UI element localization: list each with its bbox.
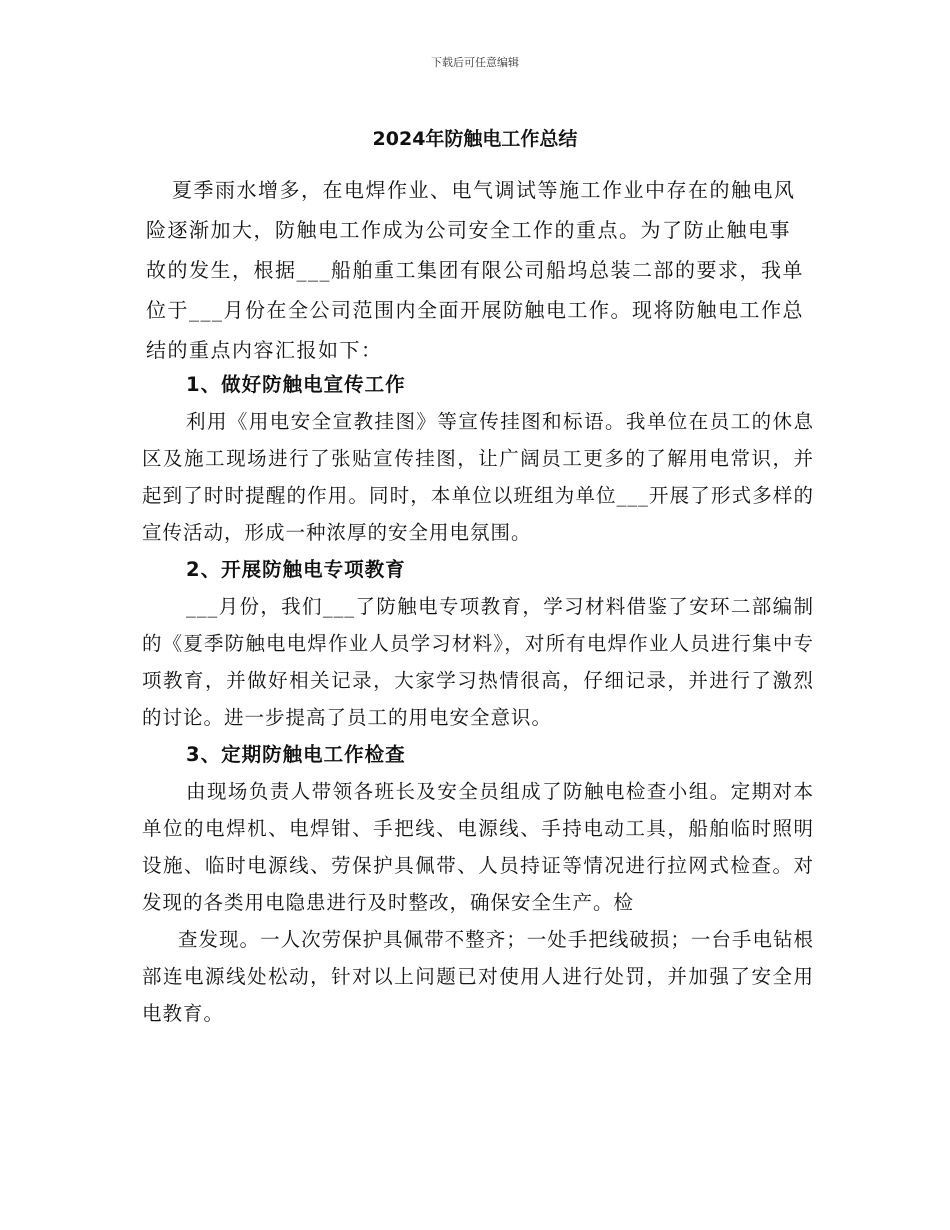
document-body xyxy=(142,366,814,1032)
section-paragraph: ___月份，我们___了防触电专项教育，学习材料借鉴了安环二部编制的《夏季防触电电焊作业人员学习材料》，对所有电焊作业人员进行集中专项教育，并做好相关记录，大家学习热情很高，仔细记录，并进行了激烈的讨论。进一步提高了员工的用电安全意识。 xyxy=(142,595,814,729)
section-education xyxy=(142,551,814,736)
intro-paragraph: 夏季雨水增多，在电焊作业、电气调试等施工作业中存在的触电风险逐渐加大，防触电工作成为公司安全工作的重点。为了防止触电事故的发生，根据___船舶重工集团有限公司船坞总装二部的要求，我单位于___月份在全公司范围内全面开展防触电工作。现将防触电工作总结的重点内容汇报如下： xyxy=(146,178,804,362)
section-inspection xyxy=(142,736,814,1032)
page-header-note: 下载后可任意编辑 xyxy=(431,56,519,69)
section-heading: 2、开展防触电专项教育 xyxy=(186,558,406,581)
document-title: 2024年防触电工作总结 xyxy=(372,128,578,150)
section-paragraph: 利用《用电安全宣教挂图》等宣传挂图和标语。我单位在员工的休息区及施工现场进行了张贴宣传挂图，让广阔员工更多的了解用电常识，并起到了时时提醒的作用。同时，本单位以班组为单位___开展了形式多样的宣传活动，形成一种浓厚的安全用电氛围。 xyxy=(142,410,814,544)
section-publicity xyxy=(142,366,814,551)
section-paragraph: 查发现。一人次劳保护具佩带不整齐；一处手把线破损；一台手电钻根部连电源线处松动，针对以上问题已对使用人进行处罚，并加强了安全用电教育。 xyxy=(142,928,814,1025)
section-heading: 3、定期防触电工作检查 xyxy=(186,743,406,766)
section-paragraph: 由现场负责人带领各班长及安全员组成了防触电检查小组。定期对本单位的电焊机、电焊钳、手把线、电源线、手持电动工具，船舶临时照明设施、临时电源线、劳保护具佩带、人员持证等情况进行拉网式检查。对发现的各类用电隐患进行及时整改，确保安全生产。检 xyxy=(142,780,814,914)
section-heading: 1、做好防触电宣传工作 xyxy=(186,373,406,396)
